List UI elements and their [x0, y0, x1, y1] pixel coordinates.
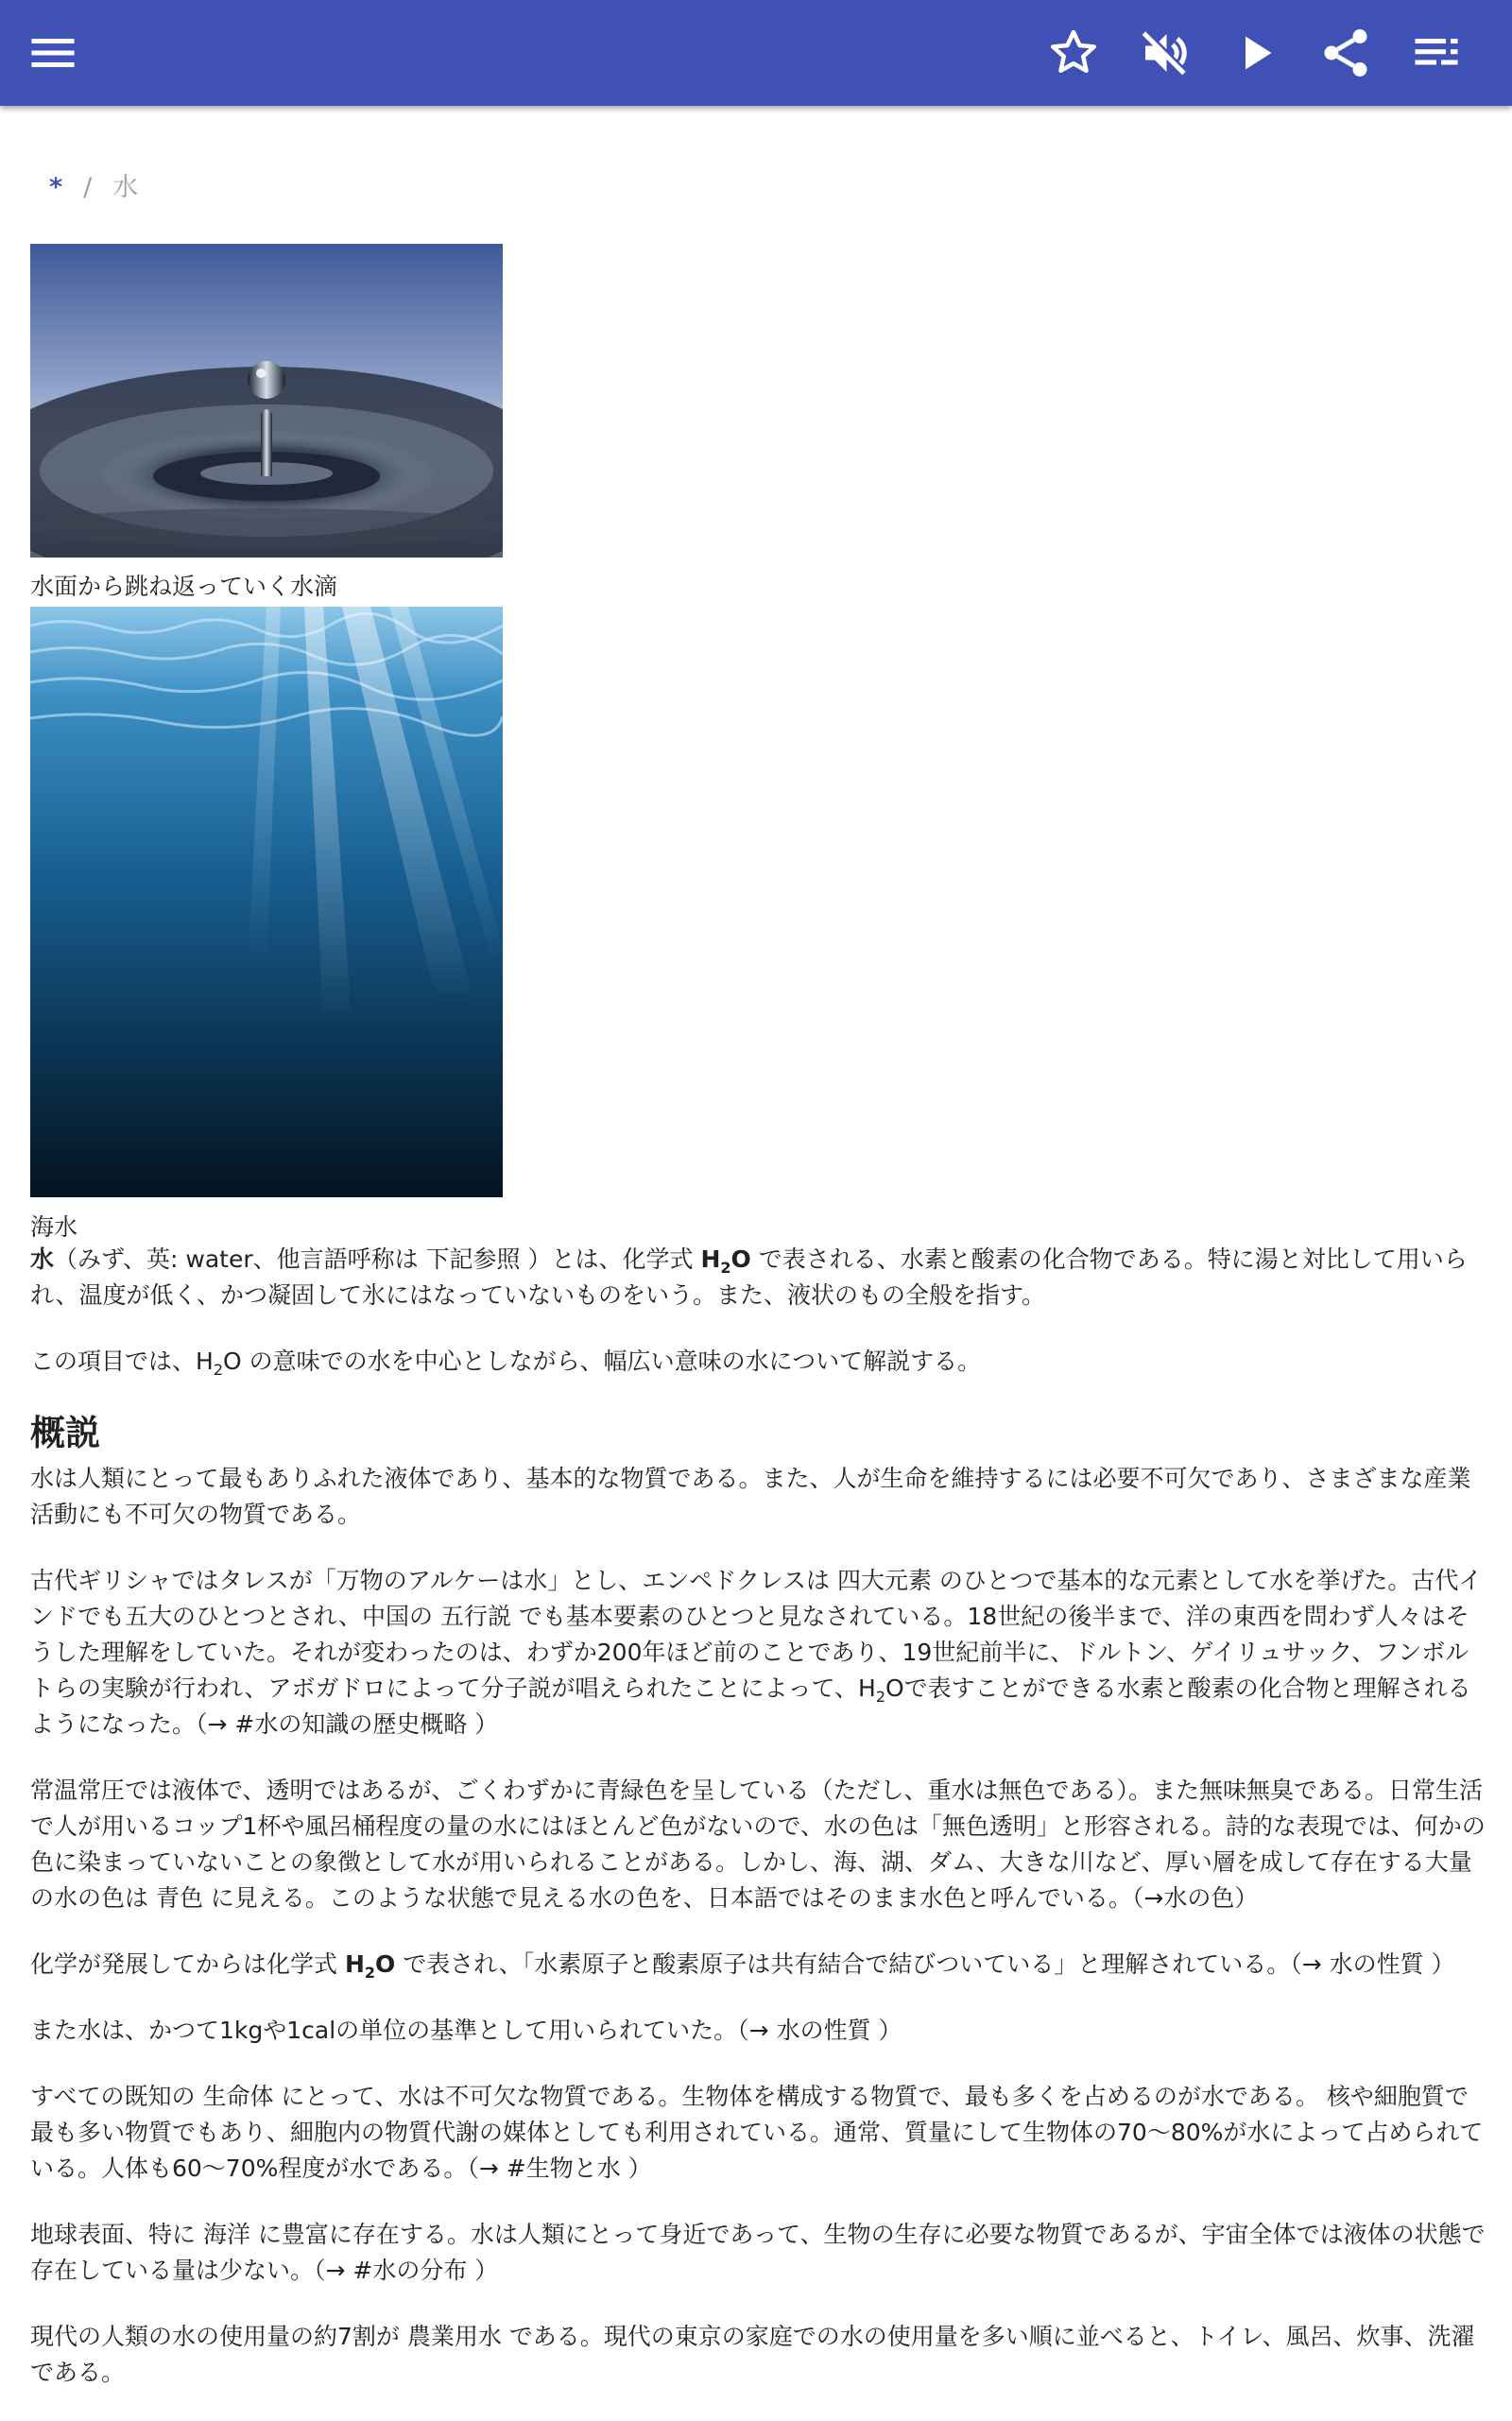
playlist-icon[interactable] [1408, 25, 1465, 81]
paragraph: 地球表面、特に 海洋 に豊富に存在する。水は人類にとって身近であって、生物の生存に必要な物質であるが、宇宙全体では液体の状態で存在している量は少ない。（→ #水の分布 ） [30, 2221, 1486, 2284]
paragraph: 常温常圧では液体で、透明ではあるが、ごくわずかに青緑色を呈している（ただし、重水は無色である）。また無味無臭である。日常生活で人が用いるコップ1杯や風呂桶程度の量の水にはほとんど色がないので、水の色は「無色透明」と形容される。詩的な表現では、何かの色に染まっていないことの象徴として水が用いられることがある。しかし、海、湖、ダム、大きな川など、厚い層を成して存在する大量の水の色は 青色 に見える。このような状態で見える水の色を、日本語ではそのまま水色と呼んでいる。（→水の色） [30, 1777, 1486, 1912]
sea-water-image[interactable] [30, 607, 503, 1197]
paragraph: また水は、かつて1kgや1calの単位の基準として用いられていた。（→ 水の性質 ） [30, 2017, 902, 2044]
breadcrumb [49, 166, 138, 203]
play-icon[interactable] [1227, 25, 1283, 81]
formula: $H_2O$ [700, 1245, 751, 1277]
section-heading-overview: 概説 [30, 1413, 100, 1453]
paragraph: 水は人類にとって最もありふれた液体であり、基本的な物質である。また、人が生命を維持するには必要不可欠であり、さまざまな産業活動にも不可欠の物質である。 [30, 1465, 1471, 1528]
intro-paragraph: 水（みず、英: water、他言語呼称は 下記参照 ）とは、化学式 $H_2O$ で表される、水素と酸素の化合物である。特に湯と対比して用いられ、温度が低く、かつ凝固して氷にはなっていないものをいう。また、液状のもの全般を指す。 [30, 1245, 1468, 1309]
article-content [30, 1242, 1486, 2421]
figure-caption-sea: 海水 [30, 1213, 78, 1241]
menu-icon[interactable] [25, 25, 81, 81]
paragraph: すべての既知の 生命体 にとって、水は不可欠な物質である。生物体を構成する物質で、最も多くを占めるのが水である。 核や細胞質で最も多い物質でもあり、細胞内の物質代謝の媒体としても利用されている。通常、質量にして生物体の70〜80%が水によって占められている。人体も60〜70%程度が水である。（→ #生物と水 ） [30, 2083, 1484, 2182]
paragraph: 化学が発展してからは化学式 $H_2O$ で表され、「水素原子と酸素原子は共有結合で結びついている」と理解されている。（→ 水の性質 ） [30, 1950, 1455, 1982]
figure-caption-droplet: 水面から跳ね返っていく水滴 [30, 573, 338, 600]
star-icon[interactable] [1045, 25, 1102, 81]
breadcrumb-separator: / [83, 173, 93, 202]
share-icon[interactable] [1317, 25, 1374, 81]
breadcrumb-home-link[interactable]: * [49, 173, 63, 202]
app-bar [0, 0, 1512, 106]
paragraph: 古代ギリシャではタレスが「万物のアルケーは水」とし、エンペドクレスは 四大元素 のひとつで基本的な元素として水を挙げた。古代インドでも五大のひとつとされ、中国の 五行説 でも基本要素のひとつと見なされている。18世紀の後半まで、洋の東西を問わず人々はそうした理解をしていた。それが変わったのは、わずか200年ほど前のことであり、19世紀前半に、ドルトン、ゲイリュサック、フンボルトらの実験が行われ、アボガドロによって分子説が唱えられたことによって、$H_2O$で表すことができる水素と酸素の化合物と理解されるようになった。（→ #水の知識の歴史概略 ） [30, 1567, 1483, 1738]
term-bold: 水 [30, 1245, 55, 1273]
water-droplet-image[interactable] [30, 244, 503, 558]
breadcrumb-current: 水 [112, 173, 139, 202]
formula: $H_2O$ [344, 1950, 396, 1982]
paragraph: 現代の人類の水の使用量の約7割が 農業用水 である。現代の東京の家庭での水の使用量を多い順に並べると、トイレ、風呂、炊事、洗濯である。 [30, 2323, 1475, 2386]
scope-paragraph: この項目では、$H_2O$ の意味での水を中心としながら、幅広い意味の水について解説する。 [30, 1348, 982, 1379]
volume-off-icon[interactable] [1136, 25, 1193, 81]
